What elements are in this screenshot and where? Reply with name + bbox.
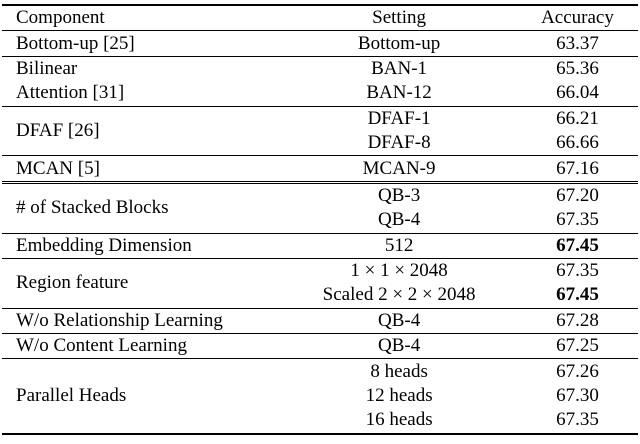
table-row	[2, 182, 638, 208]
cell-accuracy: 67.25	[517, 334, 638, 359]
cell-component: Embedding Dimension	[2, 233, 281, 258]
cell-accuracy: 67.26	[556, 360, 599, 382]
cell-accuracy: 67.30	[556, 385, 599, 407]
cell-component: DFAF [26]	[2, 106, 281, 156]
cell-setting: BAN-1	[371, 57, 428, 79]
table-row	[2, 233, 638, 258]
cell-setting: BAN-12	[281, 81, 517, 106]
table-header-row	[2, 5, 638, 31]
header-accuracy: Accuracy	[517, 5, 638, 31]
cell-setting: QB-4	[281, 334, 517, 359]
cell-accuracy: 67.20	[517, 182, 638, 208]
cell-component: Bottom-up [25]	[2, 31, 281, 56]
table-row	[2, 31, 638, 56]
table-row	[2, 258, 638, 283]
cell-component: Region feature	[2, 258, 281, 308]
cell-accuracy: 66.21	[556, 107, 599, 129]
cell-accuracy: 67.35	[517, 408, 638, 433]
table-row	[2, 308, 638, 333]
cell-component: W/o Relationship Learning	[2, 308, 281, 333]
cell-setting: Scaled 2 × 2 × 2048	[281, 283, 517, 308]
cell-component: W/o Content Learning	[2, 334, 281, 359]
header-component: Component	[2, 5, 281, 31]
cell-setting: 16 heads	[281, 408, 517, 433]
table-row	[2, 156, 638, 182]
cell-setting: QB-4	[281, 208, 517, 233]
results-table	[2, 4, 638, 435]
cell-accuracy: 67.16	[556, 157, 599, 179]
cell-setting: QB-3	[281, 182, 517, 208]
cell-component: Attention [31]	[2, 81, 281, 106]
table-row	[2, 106, 638, 131]
cell-setting: DFAF-8	[281, 131, 517, 156]
cell-component: Parallel Heads	[2, 359, 281, 434]
table-row	[2, 81, 638, 106]
cell-setting: Bottom-up	[281, 31, 517, 56]
cell-setting: DFAF-1	[367, 107, 431, 129]
cell-setting: MCAN-9	[362, 157, 436, 179]
header-setting: Setting	[281, 5, 517, 31]
cell-component: MCAN [5]	[16, 157, 100, 179]
table-row	[2, 334, 638, 359]
cell-accuracy: 63.37	[517, 31, 638, 56]
cell-setting: QB-4	[281, 308, 517, 333]
cell-accuracy: 65.36	[556, 57, 599, 79]
cell-setting: 8 heads	[370, 360, 428, 382]
cell-accuracy: 66.04	[517, 81, 638, 106]
table-row	[2, 56, 638, 81]
cell-component: # of Stacked Blocks	[2, 182, 281, 233]
cell-accuracy: 66.66	[517, 131, 638, 156]
cell-component: Bilinear	[16, 57, 78, 79]
cell-accuracy: 67.45	[517, 233, 638, 258]
cell-accuracy: 67.35	[517, 208, 638, 233]
cell-setting: 1 × 1 × 2048	[350, 260, 448, 282]
cell-accuracy: 67.45	[517, 283, 638, 308]
cell-accuracy: 67.28	[517, 308, 638, 333]
cell-setting: 12 heads	[365, 385, 433, 407]
cell-setting: 512	[281, 233, 517, 258]
cell-accuracy: 67.35	[556, 260, 599, 282]
table-row	[2, 359, 638, 384]
